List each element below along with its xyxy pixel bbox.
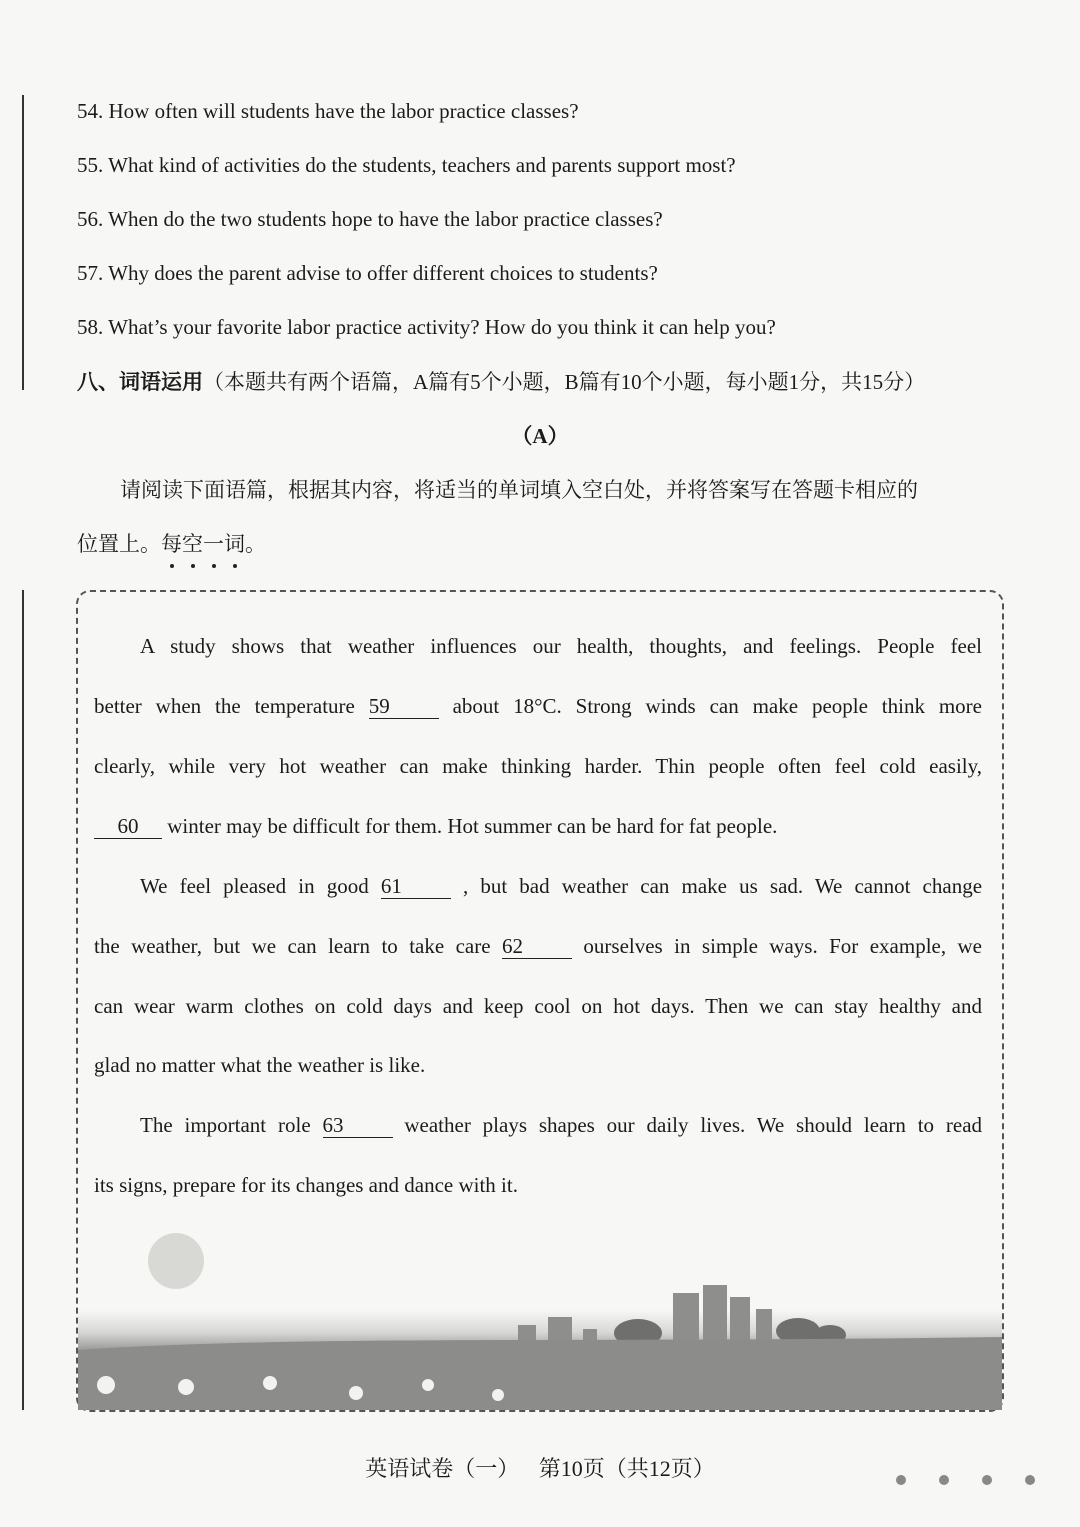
question-54: 54. How often will students have the labor practice classes?: [77, 99, 579, 123]
passage-text: , but bad weather can make us sad. We cannot change: [462, 874, 983, 898]
passage-text: ourselves in simple ways. For example, we: [583, 934, 983, 958]
blank-62[interactable]: 62: [502, 934, 572, 959]
passage-text: The important role: [140, 1113, 311, 1137]
emphasis-char: 词: [224, 532, 245, 556]
passage-text: winter may be difficult for them. Hot summer can be hard for fat people.: [167, 814, 778, 838]
emphasis-char: 空: [182, 532, 203, 556]
instruction-text: 。: [245, 532, 266, 556]
passage-line-10: its signs, prepare for its changes and dance with it.: [94, 1173, 518, 1197]
instruction-line-1: 请阅读下面语篇，根据其内容，将适当的单词填入空白处，并将答案写在答题卡相应的: [120, 478, 918, 502]
question-57: 57. Why does the parent advise to offer different choices to students?: [77, 261, 658, 285]
sun-shape: [148, 1233, 204, 1289]
passage-text: the weather, but we can learn to take care: [94, 934, 491, 958]
question-56: 56. When do the two students hope to have the labor practice classes?: [77, 207, 663, 231]
section-title: 八、词语运用: [77, 370, 203, 394]
indicator-dot: [939, 1475, 949, 1485]
passage-line-9: [140, 1111, 982, 1139]
passage-text: about 18°C. Strong winds can make people think more: [452, 694, 982, 718]
passage-line-3: clearly, while very hot weather can make thinking harder. Thin people often feel cold easily,: [94, 754, 982, 778]
question-58: 58. What’s your favorite labor practice activity? How do you think it can help you?: [77, 315, 776, 339]
part-label: （A）: [511, 424, 569, 448]
section-detail: （本题共有两个语篇，A篇有5个小题，B篇有10个小题，每小题1分，共15分）: [203, 370, 926, 394]
indicator-dot: [982, 1475, 992, 1485]
section-heading: [77, 366, 925, 396]
landscape-illustration: [78, 1225, 1002, 1410]
indicator-dot: [1025, 1475, 1035, 1485]
meadow-ground: [78, 1337, 1002, 1410]
passage-line-2: [94, 692, 982, 720]
instruction-text: 位置上。: [77, 532, 161, 556]
margin-line: [22, 590, 24, 1410]
margin-line: [22, 95, 24, 390]
blank-63[interactable]: 63: [323, 1113, 393, 1138]
passage-line-1: A study shows that weather influences our health, thoughts, and feelings. People feel: [140, 634, 982, 658]
passage-line-7: can wear warm clothes on cold days and keep cool on hot days. Then we can stay healthy and: [94, 994, 982, 1018]
passage-text: weather plays shapes our daily lives. We should learn to read: [404, 1113, 983, 1137]
page-indicator-dots: [896, 1472, 1035, 1490]
indicator-dot: [896, 1475, 906, 1485]
footer-subject: 英语试卷（一）: [365, 1456, 520, 1481]
passage-line-6: [94, 932, 982, 960]
passage-line-5: [140, 872, 982, 900]
blank-61[interactable]: 61: [381, 874, 451, 899]
footer-page: 第10页（共12页）: [538, 1456, 715, 1481]
passage-text: We feel pleased in good: [140, 874, 369, 898]
passage-text: better when the temperature: [94, 694, 355, 718]
blank-59[interactable]: 59: [369, 694, 439, 719]
passage-line-8: glad no matter what the weather is like.: [94, 1053, 426, 1077]
emphasis-char: 一: [203, 532, 224, 556]
blank-60[interactable]: 60: [94, 814, 162, 839]
passage-line-4: [94, 812, 777, 840]
question-55: 55. What kind of activities do the students, teachers and parents support most?: [77, 153, 736, 177]
instruction-line-2: [77, 528, 266, 558]
emphasis-char: 每: [161, 532, 182, 556]
